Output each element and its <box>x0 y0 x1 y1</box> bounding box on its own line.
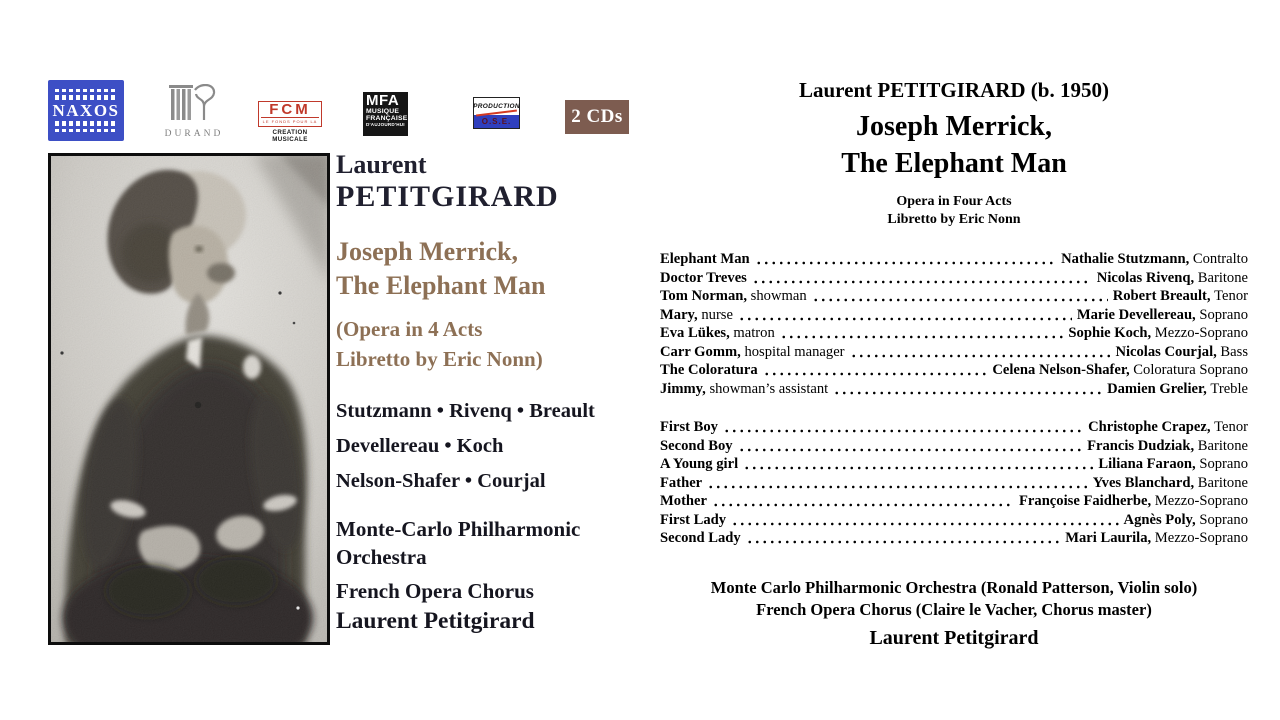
cast-voice: Contralto <box>1189 251 1248 267</box>
mfa-line3: D'AUJOURD'HUI <box>366 122 405 127</box>
cover-chorus: French Opera Chorus <box>336 579 534 603</box>
naxos-filmstrip <box>55 129 117 132</box>
cast-row <box>660 529 1248 548</box>
dot-leader <box>780 324 1064 343</box>
cover-orchestra-line1: Monte-Carlo Philharmonic <box>336 517 581 541</box>
page-title-line2: The Elephant Man <box>841 148 1067 179</box>
dot-leader <box>812 287 1108 306</box>
dot-leader <box>743 455 1093 474</box>
dot-leader <box>723 418 1083 437</box>
cast-voice: Bass <box>1216 343 1248 360</box>
cover-title-line1: Joseph Merrick, <box>336 237 518 266</box>
page-subtitle-line1: Opera in Four Acts <box>896 194 1012 209</box>
cast-row <box>660 418 1248 437</box>
cast-performer: Nathalie Stutzmann, <box>1061 251 1190 267</box>
cast-role-note: matron <box>729 325 775 341</box>
cast-performer: Francis Dudziak, <box>1087 437 1195 454</box>
durand-column-harp-icon <box>167 84 221 122</box>
cast-row <box>660 324 1248 343</box>
cast-row <box>660 343 1248 362</box>
cover-subtitle-line2: Libretto by Eric Nonn) <box>336 347 543 371</box>
cast-role: Mary, <box>660 306 698 323</box>
dot-leader <box>850 343 1111 362</box>
cast-role-note: showman <box>747 288 807 304</box>
fcm-box <box>258 101 322 127</box>
fcm-subline: LE FONDS POUR LA <box>262 119 318 124</box>
cast-voice: Tenor <box>1210 419 1248 435</box>
durand-logo <box>163 84 225 139</box>
dot-leader <box>763 361 988 380</box>
cast-voice: Soprano <box>1195 456 1248 472</box>
cast-performer: Sophie Koch, <box>1068 325 1152 341</box>
cast-role: Tom Norman, <box>660 288 748 304</box>
cast-voice: Soprano <box>1195 511 1248 528</box>
dot-leader <box>752 269 1092 288</box>
cast-performer: Damien Grelier, <box>1107 380 1207 397</box>
cast-role: Second Lady <box>660 530 741 546</box>
cover-artists-line1: Stutzmann • Rivenq • Breault <box>336 400 595 422</box>
cast-role: Carr Gomm, <box>660 343 741 360</box>
naxos-logo-label: NAXOS <box>52 100 120 120</box>
cast-voice: Baritone <box>1194 437 1248 454</box>
cover-orchestra-line2: Orchestra <box>336 545 427 569</box>
mfa-logo <box>363 92 408 136</box>
page-conductor: Laurent Petitgirard <box>869 626 1039 649</box>
credits-chorus: French Opera Chorus (Claire le Vacher, Chorus master) <box>756 599 1152 619</box>
cast-role: Eva Lükes, <box>660 325 730 341</box>
cast-row <box>660 306 1248 325</box>
two-cds-badge <box>565 100 629 134</box>
fcm-logo-label: FCM <box>261 103 319 118</box>
cast-role: Second Boy <box>660 437 733 454</box>
cover-subtitle-line1: (Opera in 4 Acts <box>336 317 483 341</box>
cast-role: First Boy <box>660 419 718 435</box>
dot-leader <box>746 529 1061 548</box>
cast-role: Jimmy, <box>660 380 706 397</box>
dot-leader <box>755 250 1057 269</box>
cast-role: The Coloratura <box>660 362 758 378</box>
cast-performer: Nicolas Courjal, <box>1115 343 1217 360</box>
cast-voice: Soprano <box>1195 306 1248 323</box>
naxos-logo <box>48 80 124 141</box>
cast-performer: Mari Laurila, <box>1065 530 1152 546</box>
cast-row <box>660 250 1248 269</box>
cast-performer: Françoise Faidherbe, <box>1019 493 1152 509</box>
cover-artists-line3: Nelson-Shafer • Courjal <box>336 470 546 492</box>
page-subtitle-line2: Libretto by Eric Nonn <box>887 211 1021 227</box>
ose-production-logo <box>473 97 520 129</box>
ose-label: O.S.E. <box>481 117 512 126</box>
cast-voice: Mezzo-Soprano <box>1151 325 1248 341</box>
cast-role: Doctor Treves <box>660 269 747 286</box>
cast-row <box>660 492 1248 511</box>
cast-voice: Baritone <box>1194 474 1248 491</box>
cast-row <box>660 380 1248 399</box>
cast-performer: Liliana Faraon, <box>1098 456 1196 472</box>
merrick-photo <box>48 153 330 645</box>
dot-leader <box>738 306 1072 325</box>
mfa-logo-label: MFA <box>366 92 400 109</box>
dot-leader <box>731 511 1118 530</box>
cover-title-line2: The Elephant Man <box>336 271 546 300</box>
cast-list-principals <box>660 250 1248 398</box>
cast-page <box>660 0 1248 651</box>
cover-composer-last: PETITGIRARD <box>336 180 559 213</box>
dot-leader <box>738 437 1082 456</box>
cast-row <box>660 474 1248 493</box>
cast-performer: Marie Devellereau, <box>1076 306 1196 323</box>
cast-row <box>660 287 1248 306</box>
cast-role: Elephant Man <box>660 251 750 267</box>
cover-conductor: Laurent Petitgirard <box>336 608 535 634</box>
cast-role: Father <box>660 474 703 491</box>
page-composer-header: Laurent PETITGIRARD (b. 1950) <box>799 78 1109 102</box>
credits-orchestra: Monte Carlo Philharmonic Orchestra (Ronald Patterson, Violin solo) <box>710 577 1198 597</box>
naxos-filmstrip <box>55 89 117 92</box>
cast-role-note: nurse <box>697 306 733 323</box>
dot-leader <box>833 380 1102 399</box>
cast-performer: Christophe Crapez, <box>1088 419 1211 435</box>
dot-leader <box>707 474 1088 493</box>
dot-leader <box>712 492 1014 511</box>
fcm-logo <box>258 101 322 143</box>
cast-performer: Celena Nelson-Shafer, <box>992 362 1130 378</box>
cast-voice: Tenor <box>1210 288 1248 304</box>
naxos-filmstrip <box>55 95 117 100</box>
cast-role: A Young girl <box>660 456 739 472</box>
mfa-line2: FRANÇAISE <box>366 115 408 122</box>
cast-voice: Mezzo-Soprano <box>1151 530 1248 546</box>
cast-row <box>660 455 1248 474</box>
cast-list-secondary <box>660 418 1248 548</box>
cast-performer: Agnès Poly, <box>1123 511 1196 528</box>
cast-voice: Mezzo-Soprano <box>1151 493 1248 509</box>
cast-row <box>660 437 1248 456</box>
cast-voice: Treble <box>1206 380 1248 397</box>
cast-row <box>660 511 1248 530</box>
cast-role-note: showman’s assistant <box>705 380 829 397</box>
durand-logo-label: DURAND <box>164 129 224 139</box>
page-title-line1: Joseph Merrick, <box>856 111 1052 142</box>
cast-role: Mother <box>660 493 708 509</box>
mfa-line1: MUSIQUE <box>366 108 400 115</box>
cast-row <box>660 361 1248 380</box>
cover-composer-first: Laurent <box>336 150 427 179</box>
fcm-caption: CREATION MUSICALE <box>272 129 308 143</box>
cast-role-note: hospital manager <box>740 343 845 360</box>
cast-row <box>660 269 1248 288</box>
cast-role: First Lady <box>660 511 727 528</box>
naxos-filmstrip <box>55 121 117 126</box>
cast-performer: Robert Breault, <box>1112 288 1211 304</box>
cover-artists-line2: Devellereau • Koch <box>336 435 504 457</box>
cast-voice: Baritone <box>1194 269 1248 286</box>
cast-performer: Nicolas Rivenq, <box>1096 269 1195 286</box>
ose-production-label: PRODUCTION <box>473 103 520 110</box>
cast-performer: Yves Blanchard, <box>1092 474 1195 491</box>
cast-voice: Coloratura Soprano <box>1129 362 1248 378</box>
two-cds-label: 2 CDs <box>571 106 623 127</box>
